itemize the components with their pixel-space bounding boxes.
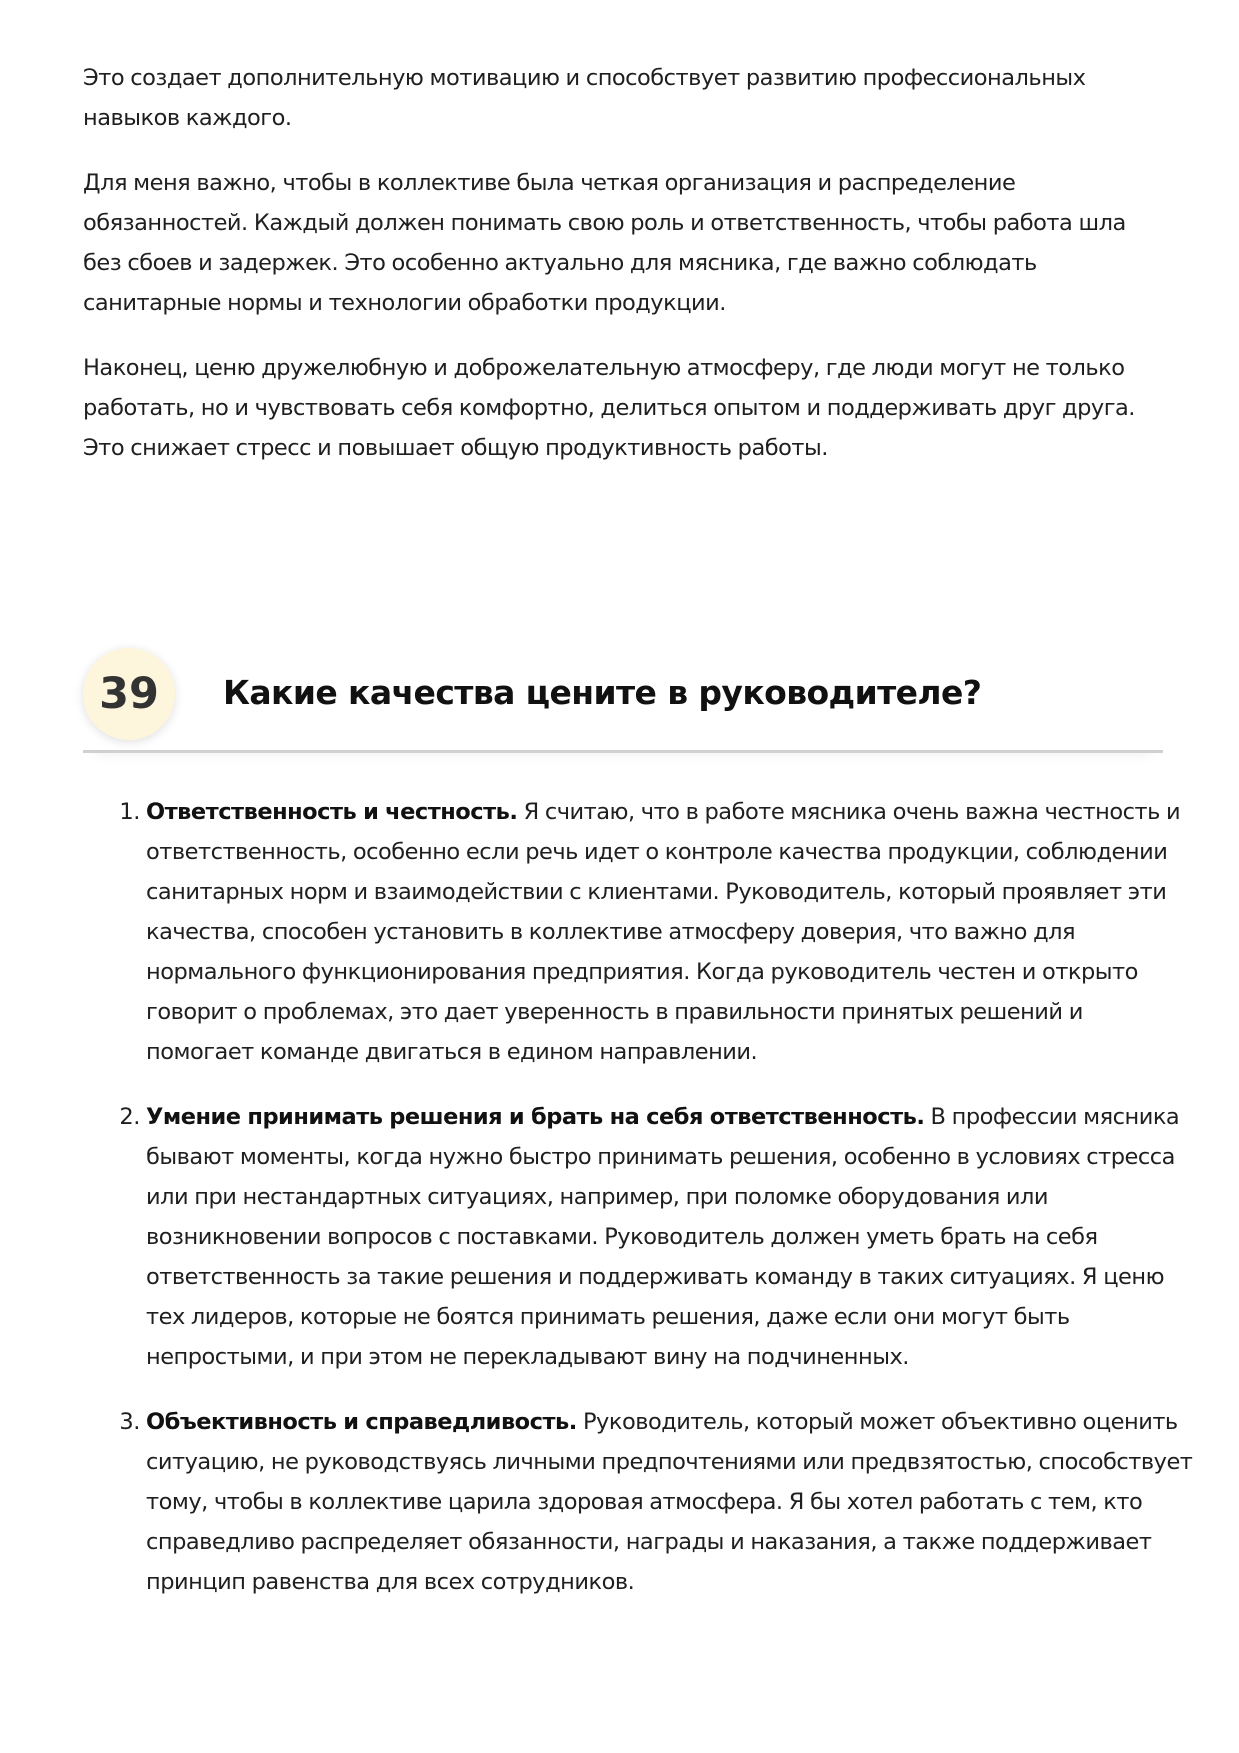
answer-item bbox=[146, 792, 1196, 1072]
intro-paragraph: Наконец, ценю дружелюбную и доброжелательную атмосферу, где люди могут не только работать, но и чувствовать себя комфортно, делиться опытом и поддерживать друг друга. Это снижает стресс и повышает общую продуктивность работы. bbox=[83, 355, 1135, 461]
answer-item-heading: Ответственность и честность. bbox=[146, 799, 518, 825]
question-header bbox=[83, 648, 1163, 753]
question-title: Какие качества цените в руководителе? bbox=[223, 673, 982, 712]
answer-list bbox=[114, 792, 1196, 1627]
answer-item-heading: Умение принимать решения и брать на себя ответственность. bbox=[146, 1104, 925, 1130]
question-number-badge: 39 bbox=[83, 648, 175, 740]
intro-paragraph: Это создает дополнительную мотивацию и способствует развитию профессиональных навыков каждого. bbox=[83, 65, 1086, 131]
answer-item-text: Руководитель, который может объективно оценить ситуацию, не руководствуясь личными предпочтениями или предвзятостью, способствует тому, чтобы в коллективе царила здоровая атмосфера. Я бы хотел работать с тем, кто справедливо распределяет обязанности, награды и наказания, а также поддерживает принцип равенства для всех сотрудников. bbox=[146, 1409, 1193, 1595]
answer-item-text: Я считаю, что в работе мясника очень важна честность и ответственность, особенно если речь идет о контроле качества продукции, соблюдении санитарных норм и взаимодействии с клиентами. Руководитель, который проявляет эти качества, способен установить в коллективе атмосферу доверия, что важно для нормального функционирования предприятия. Когда руководитель честен и открыто говорит о проблемах, это дает уверенность в правильности принятых решений и помогает команде двигаться в едином направлении. bbox=[146, 799, 1181, 1065]
intro-text bbox=[83, 58, 1163, 493]
answer-item bbox=[146, 1097, 1196, 1377]
answer-item-heading: Объективность и справедливость. bbox=[146, 1409, 577, 1435]
answer-item-text: В профессии мясника бывают моменты, когда нужно быстро принимать решения, особенно в условиях стресса или при нестандартных ситуациях, например, при поломке оборудования или возникновении вопросов с поставками. Руководитель должен уметь брать на себя ответственность за такие решения и поддерживать команду в таких ситуациях. Я ценю тех лидеров, которые не боятся принимать решения, даже если они могут быть непростыми, и при этом не перекладывают вину на подчиненных. bbox=[146, 1104, 1180, 1370]
intro-paragraph: Для меня важно, чтобы в коллективе была четкая организация и распределение обязанностей. Каждый должен понимать свою роль и ответственность, чтобы работа шла без сбоев и задержек. Это особенно актуально для мясника, где важно соблюдать санитарные нормы и технологии обработки продукции. bbox=[83, 170, 1126, 316]
answer-item bbox=[146, 1402, 1196, 1602]
